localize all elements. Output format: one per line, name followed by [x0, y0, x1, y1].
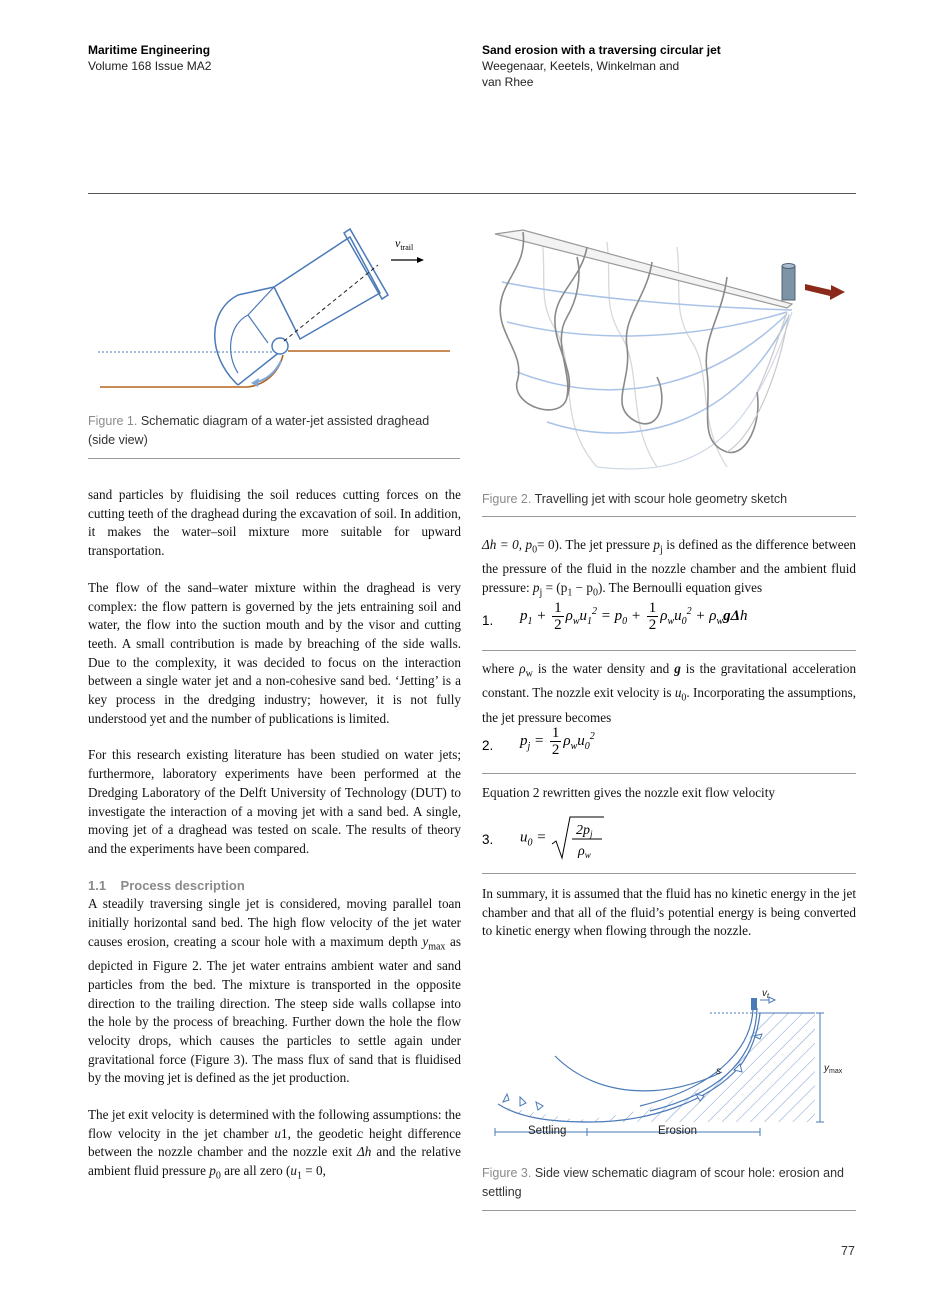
figure2-caption-text: Travelling jet with scour hole geometry sketch — [534, 492, 788, 506]
figure3-caption — [482, 1164, 862, 1202]
equation-1-rule — [482, 650, 856, 651]
contour-line-3 — [517, 314, 787, 390]
equation-2-number: 2. — [482, 738, 494, 753]
left-column — [88, 486, 461, 1186]
figure3-rule — [482, 1210, 856, 1211]
settling-label: Settling — [528, 1125, 567, 1137]
paper-authors-line1: Weegenaar, Keetels, Winkelman and — [482, 59, 680, 73]
left-paragraph-5: The jet exit velocity is determined with the following assumptions: the flow velocity in the jet chamber u1, the geodetic height difference between the nozzle chamber and the nozzle exit Δh and the relative ambient fluid pressure $p_0$ are all zero ($u_1 = 0$, — [88, 1107, 462, 1182]
left-paragraph-3: For this research existing literature has been studied on water jets; furthermore, laboratory experiments have been performed at the Dredging Laboratory of the Delft University of Technology (DUT) to investigate the interaction of a moving jet with a sand bed. A single, moving jet of a draghead was tested on scale. The results of theory and the experiments have been compared. — [88, 747, 461, 856]
figure2-scour-hole-sketch — [487, 222, 857, 477]
pivot-circle — [272, 338, 288, 354]
section-heading — [88, 877, 461, 896]
figure1-caption-text2: (side view) — [88, 433, 148, 447]
left-paragraph-1: sand particles by fluidising the soil reduces cutting forces on the cutting teeth of the draghead during the excavation of soil. In addition, it makes the water–soil mixture more suitable for upward transportation. — [88, 487, 461, 559]
journal-title: Maritime Engineering — [88, 43, 211, 57]
left-paragraph-2: The flow of the sand–water mixture within the draghead is very complex: the flow pattern is governed by the jets entraining soil and water, the flow into the suction mouth and by the visor and cutting teeth. A small contribution is made by breaching of the side walls. Due to the complexity, it was decided to focus on the interaction between a single water jet and a non-cohesive sand bed. ‘Jetting’ is a key process in the dredging industry; however, it is not fully understood yet and the number of publications is limited. — [88, 579, 461, 726]
figure1-draghead-diagram — [88, 215, 463, 400]
equation-3-number: 3. — [482, 832, 494, 847]
figure2-rule — [482, 516, 856, 517]
page-number: 77 — [841, 1244, 855, 1258]
figure1-caption-text1: Schematic diagram of a water-jet assisted draghead — [140, 414, 430, 428]
figure3-caption-text2: settling — [482, 1185, 522, 1199]
paper-authors-line2: van Rhee — [482, 75, 534, 89]
journal-volume: Volume 168 Issue MA2 — [88, 59, 212, 73]
erosion-label: Erosion — [658, 1125, 697, 1137]
section-title: Process description — [120, 877, 245, 893]
figure1-caption — [88, 412, 468, 450]
sand-bed-hatch — [530, 1013, 815, 1122]
equation-2-rule — [482, 773, 856, 774]
header-rule — [88, 193, 856, 194]
svg-text:2pj: $2p_j$ — [576, 823, 593, 839]
settling-arc — [555, 1056, 722, 1091]
vt-label: $v_t$ — [762, 988, 769, 1000]
equation-1-number: 1. — [482, 613, 494, 628]
figure3-scour-hole-side-view — [490, 986, 855, 1144]
equation-1: $p_1$ + $\frac{1}{2}$ $\rho_wu_1^2 = p_0$ + $\frac{1}{2}$ $\rho_wu_0^2 + \rho_wg\Delta h$ — [520, 600, 748, 633]
visor-outline — [215, 287, 274, 385]
profile-1 — [500, 232, 579, 410]
svg-text:ρw: $\rho_w$ — [578, 844, 591, 860]
left-paragraph-4: A steadily traversing single jet is considered, moving parallel toan initially horizontal sand bed. The high flow velocity of the jet water causes erosion, creating a scour hole with a maximum depth $y_{max}$ as depicted in Figure 2. The jet water entrains ambient water and sand particles from the bed. The mixture is transported in the opposite direction to the trailing direction. The steep side walls collapse into the hole by the process of breaching. Further down the hole the flow velocity drops, which causes the particles to settle again under gravitational force (Figure 3). The mass flux of sand that is fluidised by the moving jet is defined as the jet production. — [88, 896, 462, 1086]
figure3-label: Figure 3. — [482, 1166, 532, 1180]
fig3-nozzle — [751, 998, 757, 1010]
v-trail-label: $v_{trail}$ — [395, 236, 414, 252]
figure2-label: Figure 2. — [482, 492, 532, 506]
jet-trail-rail — [495, 230, 792, 308]
jet-nozzle — [782, 266, 795, 300]
right-paragraph-2: where $\rho_w$ is the water density and g is the gravitational acceleration constant. The nozzle exit velocity is $u_0$. Incorporating the assumptions, the jet pressure becomes — [482, 661, 857, 725]
right-paragraph-3: Equation 2 rewritten gives the nozzle exit flow velocity — [482, 785, 775, 800]
figure1-rule — [88, 458, 460, 459]
settling-arrows — [503, 1094, 543, 1110]
figure3-caption-text1: Side view schematic diagram of scour hole: erosion and — [534, 1166, 845, 1180]
right-paragraph-4: In summary, it is assumed that the fluid has no kinetic energy in the jet chamber and that all of the fluid’s potential energy is being converted to kinetic energy when flowing through the nozzle. — [482, 886, 856, 939]
paper-title: Sand erosion with a traversing circular jet — [482, 43, 721, 57]
equation-3: $u_0$ = $2p_j$ $\rho_w$ — [520, 814, 604, 862]
equation-2: $p_j$ = $\frac{1}{2}$ $\rho_wu_0^2$ — [520, 725, 595, 758]
travel-direction-arrow — [805, 284, 845, 300]
s-label: s — [716, 1066, 721, 1077]
right-paragraph-1: Δh = 0, $p_0= 0$). The jet pressure $p_j$ is defined as the difference between the pressure of the fluid in the nozzle chamber and the ambient fluid pressure: $p_j = (p_1 - p_0)$. The Bernoulli equation gives — [482, 537, 857, 599]
sqrt-sign — [550, 814, 604, 862]
ymax-label: $y_{max}$ — [824, 1063, 843, 1075]
figure1-label: Figure 1. — [88, 414, 138, 428]
figure2-caption — [482, 490, 862, 509]
section-number: 1.1 — [88, 877, 107, 893]
equation-3-rule — [482, 873, 856, 874]
